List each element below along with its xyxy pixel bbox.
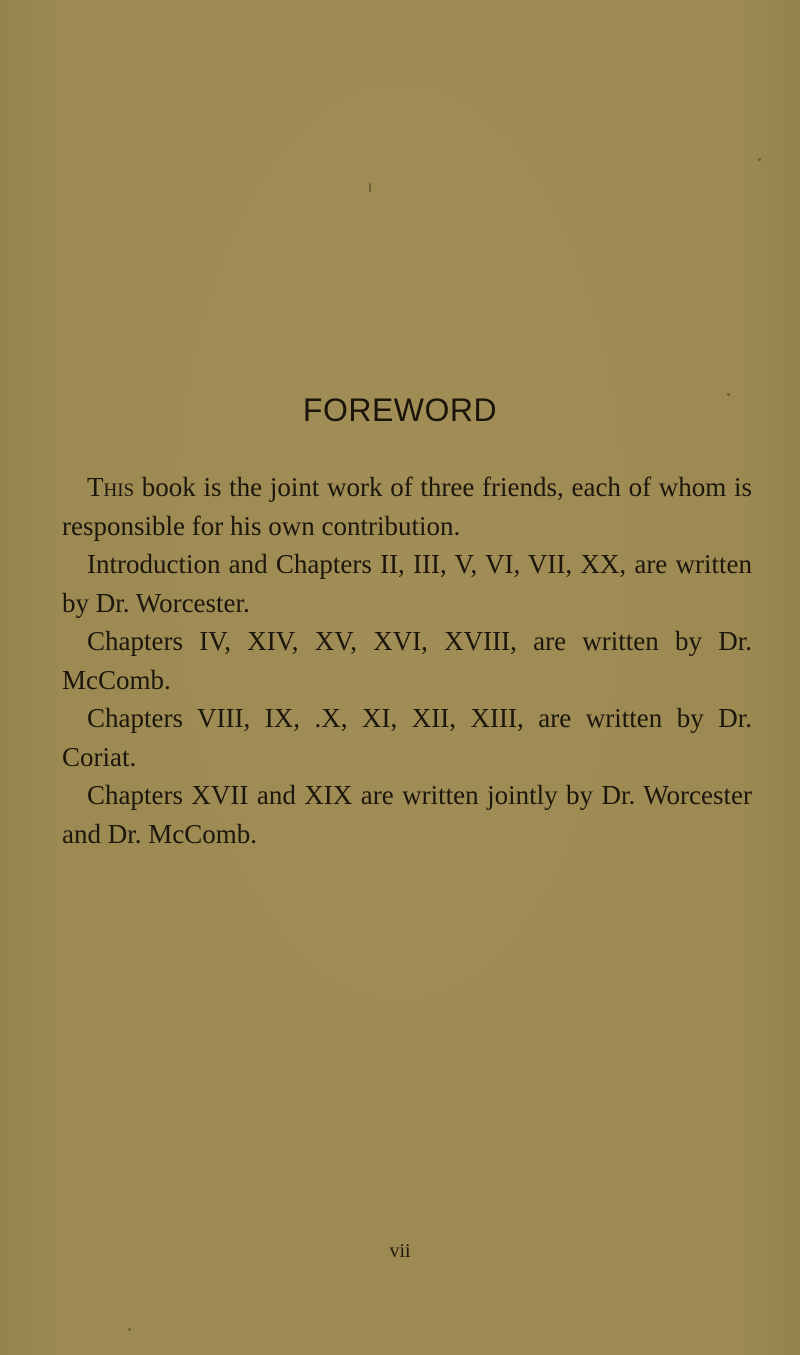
paragraph-coriat-chapters — [62, 699, 752, 776]
paper-speck — [128, 1328, 131, 1331]
paragraph-text: Chapters XVII and XIX are written jointly by Dr. Worcester and Dr. McComb. — [62, 780, 752, 849]
page-title: FOREWORD — [302, 392, 498, 428]
paragraph-authorship — [62, 468, 752, 545]
paper-speck — [369, 183, 371, 192]
paragraph-text: Introduction and Chapters II, III, V, VI, VII, XX, are written by Dr. Worcester. — [62, 549, 752, 618]
paragraph-text: Chapters VIII, IX, .X, XI, XII, XIII, are written by Dr. Coriat. — [62, 703, 752, 772]
page-number: vii — [389, 1240, 411, 1262]
paragraph-joint-chapters — [62, 776, 752, 853]
paragraph-text: Chapters IV, XIV, XV, XVI, XVIII, are written by Dr. McComb. — [62, 626, 752, 695]
foreword-body — [62, 468, 752, 853]
paragraph-text: book is the joint work of three friends, each of whom is responsible for his own contribution. — [62, 472, 752, 541]
paragraph-lead-word: This — [87, 472, 135, 502]
paper-speck — [758, 158, 761, 161]
paragraph-worcester-chapters — [62, 545, 752, 622]
paragraph-mccomb-chapters — [62, 622, 752, 699]
